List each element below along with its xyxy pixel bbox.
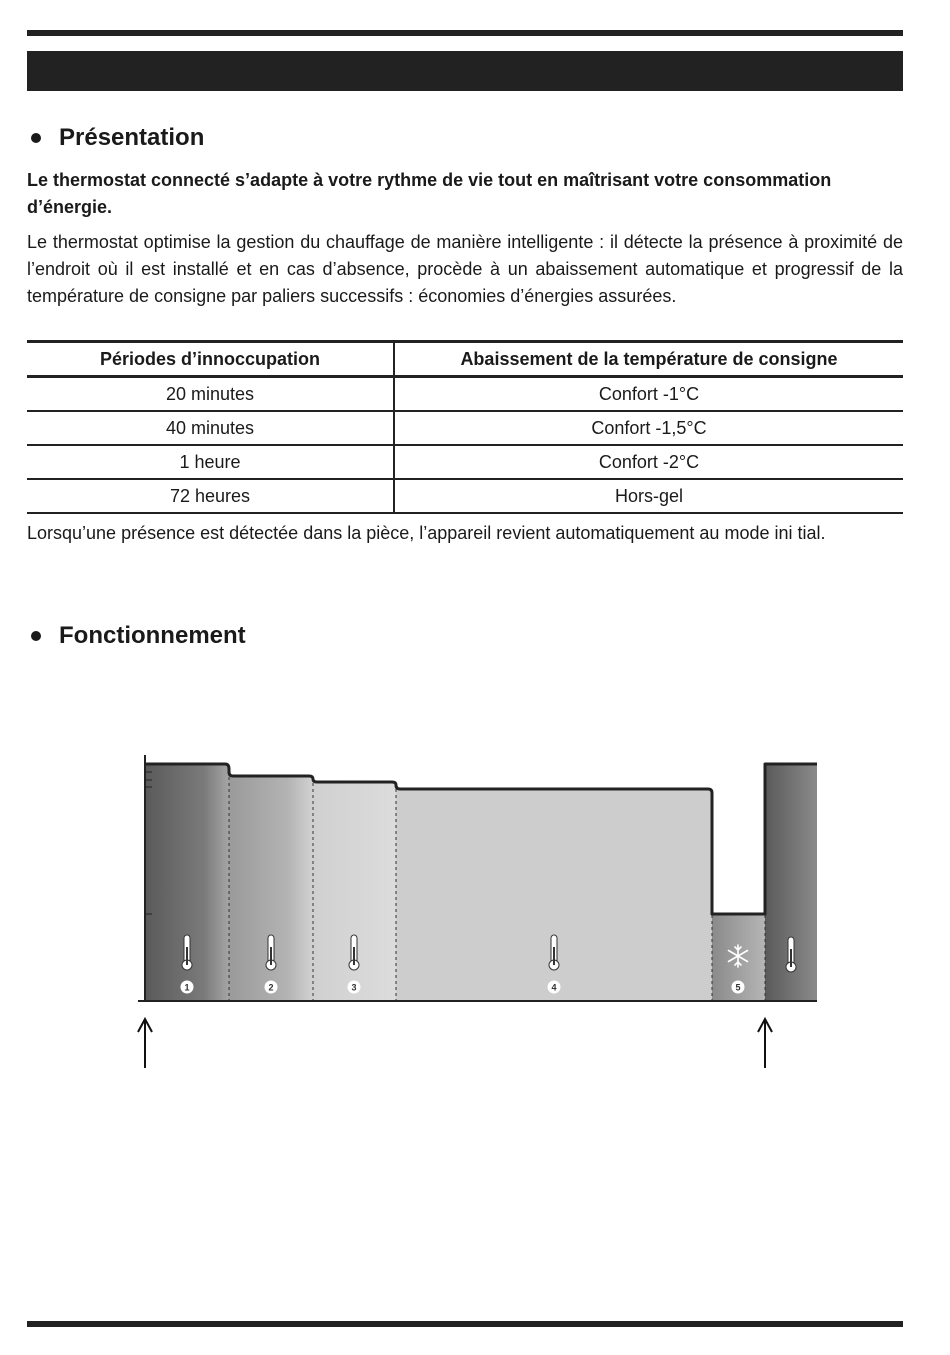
step-number: 3 — [351, 982, 357, 993]
table-row — [27, 377, 903, 412]
table-cell: 72 heures — [27, 479, 394, 513]
table-row — [27, 445, 903, 479]
bullet-icon — [31, 631, 41, 641]
thermometer-icon — [549, 935, 559, 970]
arrow-up-icon — [138, 1019, 152, 1068]
table-cell: 20 minutes — [27, 377, 394, 412]
bullet-icon — [31, 133, 41, 143]
table-cell: Confort -1,5°C — [394, 411, 903, 445]
thermometer-icon — [349, 935, 359, 970]
intro-paragraph: Le thermostat optimise la gestion du chauffage de manière intelligente : il détecte la présence à proximité de l’endroit où il est installé et en cas d’absence, procède à un abaissement automatique et progressif de la température de consigne par paliers successifs : économies d’énergies assurées. — [27, 232, 903, 306]
thermometer-icon — [266, 935, 276, 970]
lead-paragraph: Le thermostat connecté s’adapte à votre rythme de vie tout en maîtrisant votre consommation d’énergie. — [27, 170, 832, 217]
column-header: Périodes d’innoccupation — [27, 342, 394, 377]
table-cell: Confort -2°C — [394, 445, 903, 479]
table-cell: Confort -1°C — [394, 377, 903, 412]
step-badge — [548, 981, 561, 994]
bottom-rule — [27, 1321, 903, 1327]
top-rule — [27, 30, 903, 36]
arrow-up-icon — [758, 1019, 772, 1068]
table-cell: Hors-gel — [394, 479, 903, 513]
step-badge — [348, 981, 361, 994]
step-badge — [265, 981, 278, 994]
thermometer-icon — [182, 935, 192, 970]
table-cell: 40 minutes — [27, 411, 394, 445]
step-badge — [181, 981, 194, 994]
table-cell: 1 heure — [27, 445, 394, 479]
section-title-fonctionnement — [27, 622, 246, 650]
step-badge — [732, 981, 745, 994]
step-number: 4 — [551, 982, 557, 993]
section-title-presentation — [27, 124, 204, 152]
step-number: 2 — [268, 982, 274, 993]
column-header: Abaissement de la température de consigne — [394, 342, 903, 377]
section-title-text: Présentation — [59, 124, 205, 151]
table-header-row — [27, 342, 903, 377]
step-number: 5 — [735, 982, 741, 993]
periods-table — [27, 340, 903, 514]
section-title-text: Fonctionnement — [59, 622, 246, 649]
after-table-paragraph: Lorsqu’une présence est détectée dans la pièce, l’appareil revient automatiquement au mode ini tial. — [27, 523, 826, 543]
header-band — [27, 51, 903, 91]
operation-diagram — [120, 745, 830, 1075]
table-row — [27, 479, 903, 513]
step-number: 1 — [184, 982, 190, 993]
thermometer-icon — [786, 937, 796, 972]
table-row — [27, 411, 903, 445]
